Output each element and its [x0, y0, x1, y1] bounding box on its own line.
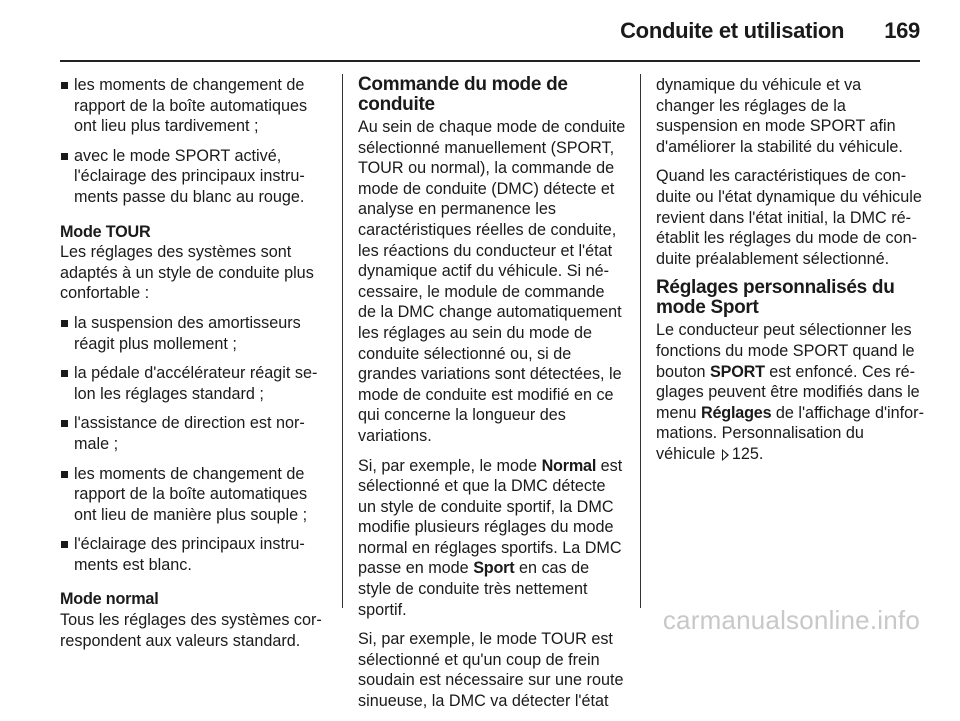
watermark: carmanualsonline.info — [662, 605, 920, 635]
dmc-heading: Commande du mode de conduite — [358, 74, 568, 115]
page-header — [620, 18, 920, 44]
list-item: avec le mode SPORT activé, l'éclairage des principaux instruments passe du blanc au rouge. — [60, 146, 328, 208]
list-item: la suspension des amortisseurs réagit plus mollement ; — [60, 313, 328, 354]
normal-heading: Mode normal — [60, 590, 159, 609]
dmc-tour-paragraph: Si, par exemple, le mode TOUR est sélectionné et qu'un coup de frein soudain est nécessaire sur une route sinueuse, la DMC va détecter l'état — [358, 630, 624, 711]
column-right — [656, 75, 924, 474]
list-item: l'éclairage des principaux instruments est blanc. — [60, 534, 328, 575]
dmc-paragraph: Au sein de chaque mode de conduite sélectionné manuellement (SPORT, TOUR ou normal), la commande de mode de conduite (DMC) détecte et analyse en permanence les caractéristiques réelles de conduite, les réactions du conducteur et l'état dynamique actif du véhicule. Si nécessaire, le module de commande de la DMC change automatiquement les réglages au sein du mode de conduite sélectionné ou, si de grandes variations sont détectées, le mode de conduite est modifié en ce qui concerne la longueur des variations. — [358, 118, 626, 445]
tour-heading: Mode TOUR — [60, 222, 151, 241]
tour-bullets — [60, 313, 328, 576]
sport-settings-heading: Réglages personnalisés du mode Sport — [656, 277, 895, 319]
column-middle — [358, 75, 626, 721]
page-reference-arrow-icon — [722, 449, 729, 461]
settings-menu-term: Réglages — [701, 403, 772, 422]
tour-intro: Les réglages des systèmes sont adaptés à un style de conduite plus confortable : — [60, 243, 314, 303]
list-item: les moments de changement de rapport de la boîte automatiques ont lieu plus tardivement ; — [60, 75, 328, 137]
dmc-continued-paragraph: dynamique du véhicule et va changer les réglages de la suspension en mode SPORT afin d'améliorer la stabilité du véhicule. — [656, 76, 903, 156]
normal-mode-term: Normal — [541, 456, 597, 475]
normal-text: Tous les réglages des systèmes correspondent aux valeurs standard. — [60, 611, 322, 650]
list-item: les moments de changement de rapport de la boîte automatiques ont lieu de manière plus souple ; — [60, 464, 328, 526]
sport-settings-paragraph: Le conducteur peut sélectionner les fonctions du mode SPORT quand le bouton SPORT est enfoncé. Ces réglages peuvent être modifiés dans le menu Réglages de l'affichage d'informations. Personnalisation du véhicule 125. — [656, 321, 924, 463]
dmc-restore-paragraph: Quand les caractéristiques de conduite ou l'état dynamique du véhicule revient dans l'état initial, la DMC réétablit les réglages du mode de conduite préalablement sélectionné. — [656, 167, 922, 268]
sport-mode-term: Sport — [473, 559, 515, 578]
column-divider — [342, 74, 343, 608]
page-reference[interactable]: 125. — [731, 444, 764, 463]
sport-button-term: SPORT — [710, 362, 765, 381]
sport-bullets-continued — [60, 75, 328, 208]
list-item: l'assistance de direction est normale ; — [60, 413, 328, 454]
column-divider — [640, 74, 641, 608]
column-left — [60, 75, 328, 660]
list-item: la pédale d'accélérateur réagit selon les réglages standard ; — [60, 363, 328, 404]
page-number: 169 — [884, 18, 920, 43]
dmc-example-paragraph: Si, par exemple, le mode Normal est sélectionné et que la DMC détecte un style de conduite sportif, la DMC modifie plusieurs réglages du mode normal en réglages sportifs. La DMC passe en mode Sport en cas de style de conduite très nettement sportif. — [358, 456, 623, 619]
section-title: Conduite et utilisation — [620, 18, 845, 43]
header-rule — [60, 60, 920, 62]
